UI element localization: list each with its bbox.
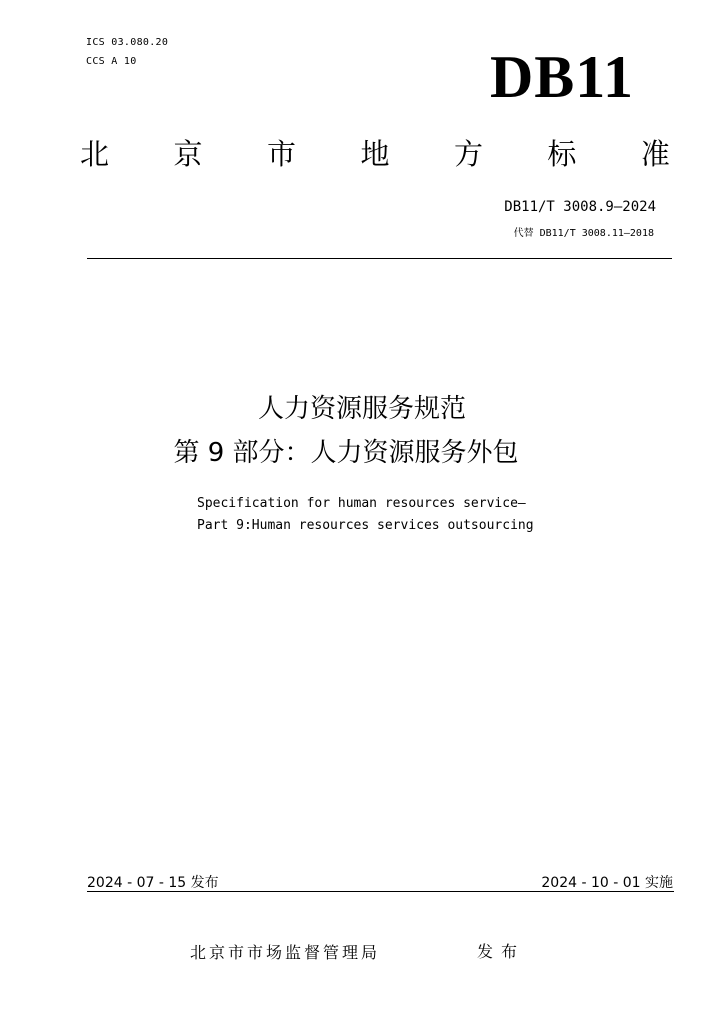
implementation-date: 2024 - 10 - 01 实施 (541, 875, 673, 891)
ccs-code: CCS A 10 (86, 56, 137, 67)
standard-type-title (80, 137, 670, 171)
title-en-part: Part 9:Human resources services outsourcing (197, 518, 534, 533)
bottom-divider (87, 891, 674, 892)
title-cn-part: 第 9 部分：人力资源服务外包 (173, 438, 519, 468)
title-cn-main: 人力资源服务规范 (257, 394, 466, 424)
standard-logo: DB11 (489, 44, 634, 110)
issue-date: 2024 - 07 - 15 发布 (87, 875, 219, 891)
standard-type-char: 北 (80, 137, 110, 171)
standard-type-char: 准 (640, 137, 670, 171)
title-en-main: Specification for human resources service— (197, 496, 526, 511)
standard-type-char: 京 (173, 137, 203, 171)
standard-number: DB11/T 3008.9—2024 (504, 199, 656, 215)
ics-code: ICS 03.080.20 (86, 37, 169, 48)
standard-type-char: 市 (266, 137, 296, 171)
publisher-name: 北京市市场监督管理局 (190, 943, 381, 962)
standard-type-char: 方 (453, 137, 483, 171)
publish-label: 发布 (477, 942, 526, 961)
standard-type-char: 地 (360, 137, 390, 171)
replaces-standard: 代替 DB11/T 3008.11—2018 (513, 228, 654, 239)
top-divider (87, 258, 672, 259)
standard-type-char: 标 (547, 137, 577, 171)
